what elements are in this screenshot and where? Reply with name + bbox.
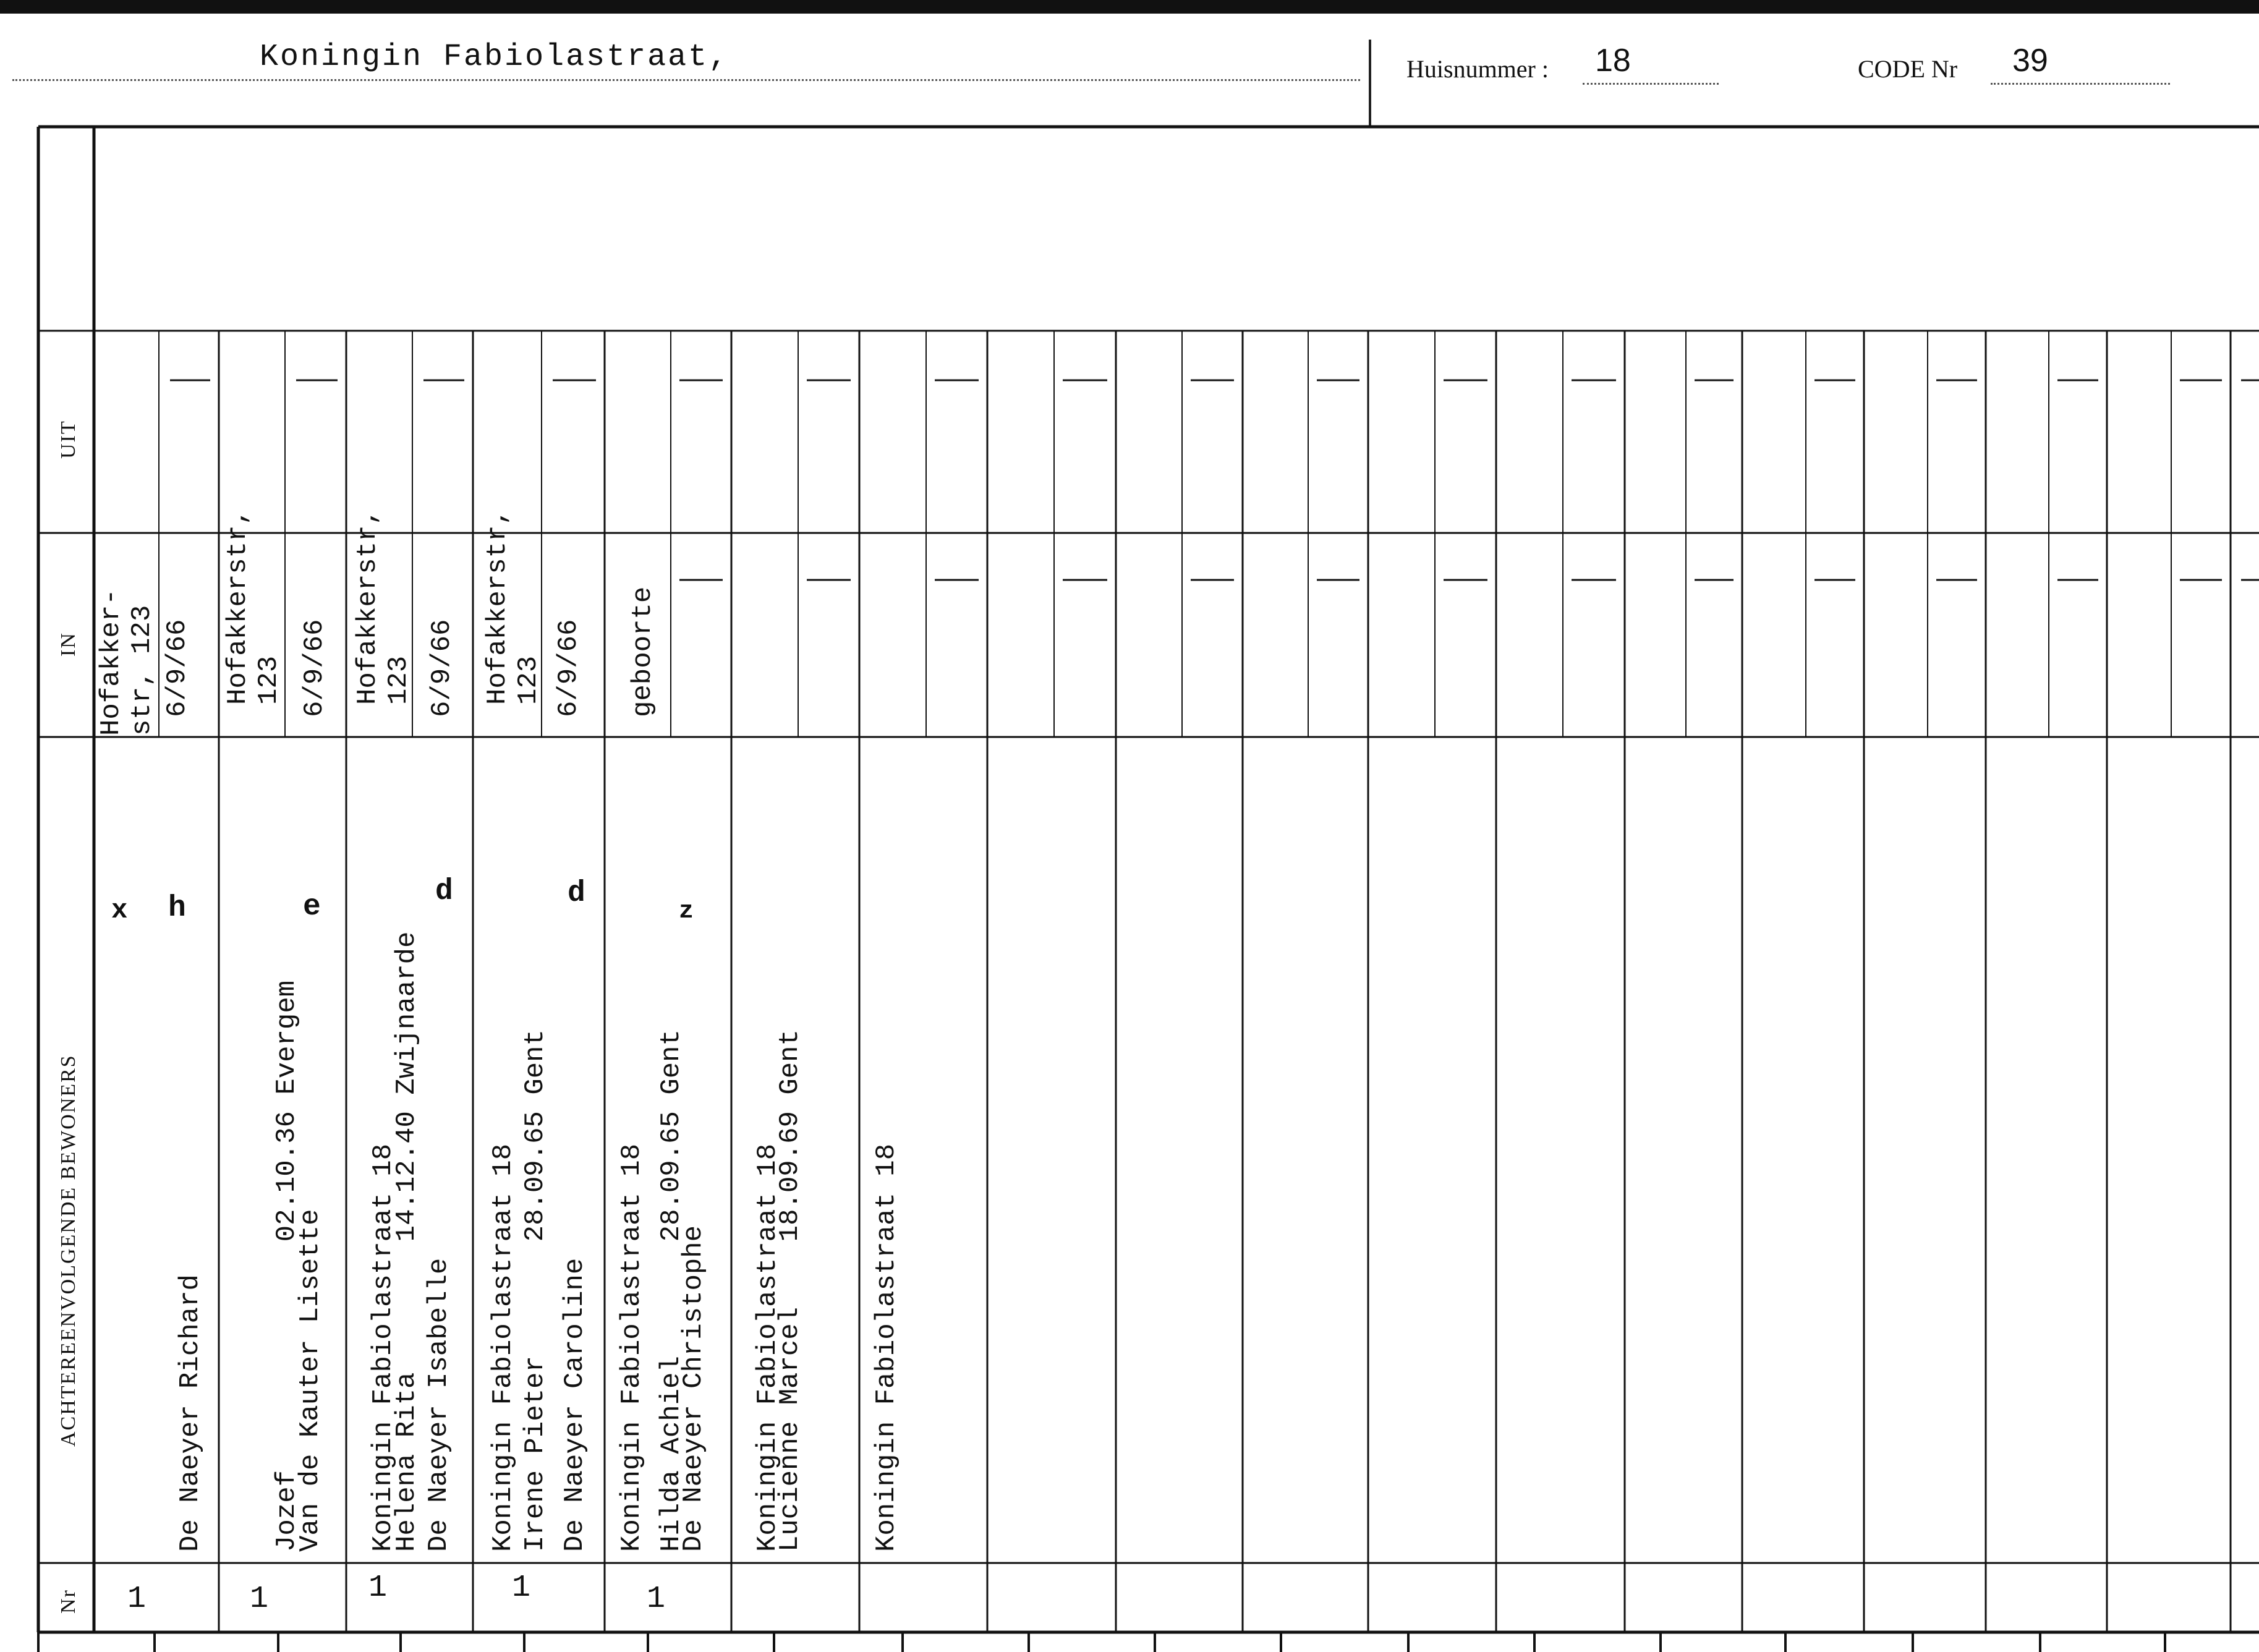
in-place: Hofakker- str, 123 bbox=[96, 589, 158, 736]
in-date: 6/9/66 bbox=[299, 619, 330, 717]
huisnummer-value: 18 bbox=[1595, 43, 1631, 79]
resident-address-line: Koningin Fabiolastraat 18 bbox=[616, 1143, 647, 1552]
resident-name-line: De Naeyer Isabelle bbox=[423, 1258, 454, 1552]
huisnummer-label: Huisnummer : bbox=[1406, 55, 1549, 83]
resident-mark: d bbox=[435, 875, 453, 908]
in-place: Hofakkerstr, 123 bbox=[352, 509, 414, 705]
resident-birth-line: Jozef 02.10.36 Evergem bbox=[271, 980, 302, 1552]
resident-name-line: De Naeyer Richard bbox=[175, 1274, 206, 1552]
code-label: CODE Nr bbox=[1858, 55, 1958, 83]
row-label-bewoners: ACHTEREENVOLGENDE BEWONERS bbox=[57, 1054, 80, 1447]
resident-nr: 1 bbox=[127, 1582, 147, 1617]
code-value: 39 bbox=[2012, 43, 2048, 79]
resident-address-line: Koningin Fabiolastraat 18 bbox=[871, 1143, 902, 1552]
resident-nr: 1 bbox=[647, 1582, 666, 1617]
resident-name-line: Van de Kauter Lisette bbox=[295, 1209, 326, 1552]
row-label-nr: Nr bbox=[57, 1589, 80, 1614]
resident-birth-line: Helena Rita 14.12.40 Zwijnaarde bbox=[391, 931, 422, 1552]
in-place: Hofakkerstr, 123 bbox=[223, 509, 284, 705]
resident-address-line: Koningin Fabiolastraat 18 bbox=[752, 1143, 783, 1552]
resident-mark: z bbox=[679, 898, 694, 926]
resident-mark: d bbox=[568, 877, 585, 910]
resident-address-line: Koningin Fabiolastraat 18 bbox=[368, 1143, 399, 1552]
resident-nr: 1 bbox=[250, 1582, 269, 1617]
in-date: 6/9/66 bbox=[427, 619, 457, 717]
resident-birth-line: Lucienne Marcel 18.09.69 Gent bbox=[775, 1029, 806, 1552]
resident-mark: h bbox=[168, 892, 186, 925]
in-place: Hofakkerstr, 123 bbox=[482, 509, 544, 705]
street-name: Koningin Fabiolastraat, bbox=[260, 40, 730, 75]
resident-nr: 1 bbox=[368, 1570, 388, 1606]
resident-mark: e bbox=[303, 890, 321, 924]
resident-mark: x bbox=[111, 895, 128, 926]
resident-birth-line: Irene Pieter 28.09.65 Gent bbox=[520, 1029, 551, 1552]
row-label-uit: UIT bbox=[57, 420, 80, 459]
resident-birth-line: Hilda Achiel 28.09.65 Gent bbox=[656, 1029, 687, 1552]
resident-nr: 1 bbox=[512, 1570, 531, 1606]
resident-name-line: De Naeyer Caroline bbox=[559, 1258, 590, 1552]
resident-entry bbox=[613, 1029, 967, 1552]
grid-bottom-ticks bbox=[38, 1632, 2165, 1652]
resident-name-line: De Naeyer Christophe bbox=[678, 1225, 709, 1552]
in-date: 6/9/66 bbox=[162, 619, 193, 717]
resident-address-line: Koningin Fabiolastraat 18 bbox=[488, 1143, 519, 1552]
row-label-in: IN bbox=[57, 632, 80, 657]
in-date: 6/9/66 bbox=[553, 619, 584, 717]
in-place: geboorte bbox=[628, 586, 658, 717]
